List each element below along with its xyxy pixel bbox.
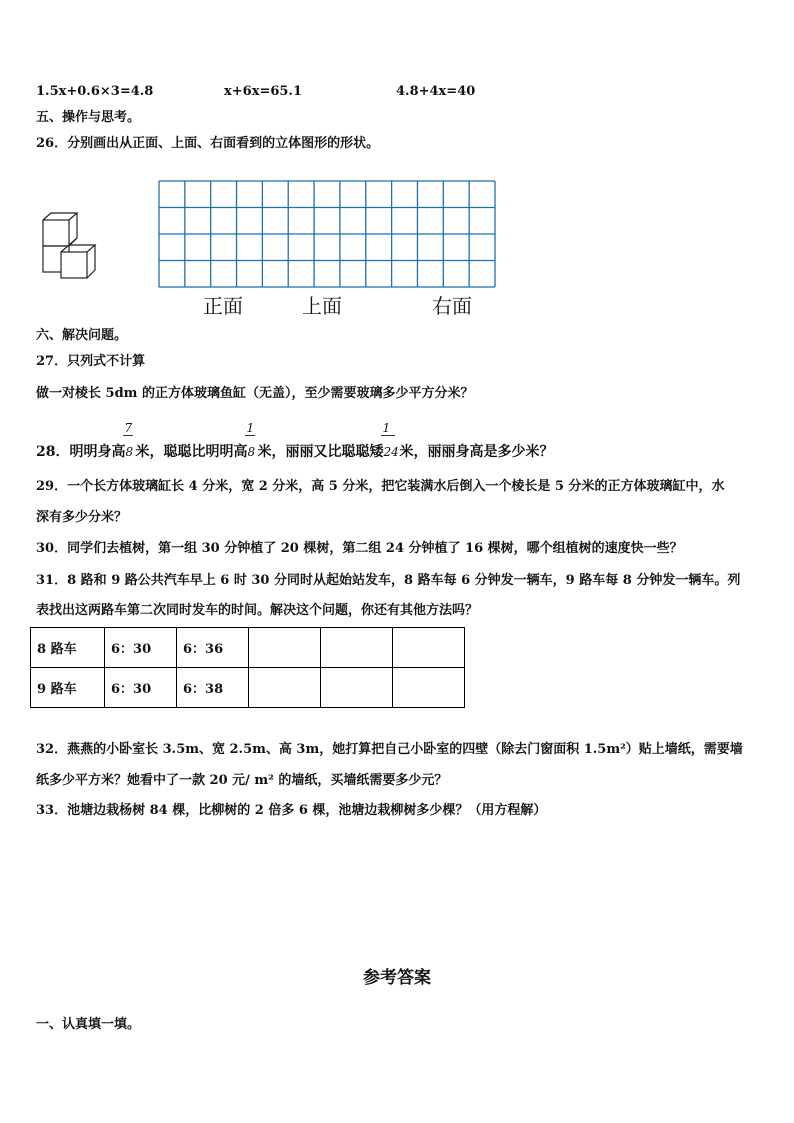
label-right-view: 右面	[432, 294, 472, 318]
question-32-line-1: 32．燕燕的小卧室长 3.5m、宽 2.5m、高 3m，她打算把自己小卧室的四壁（除去门窗面积 1.5m²）贴上墙纸，需要墙	[36, 742, 743, 757]
drawing-grid[interactable]	[158, 180, 496, 288]
q28-part-1: 28．明明身高	[36, 444, 126, 460]
question-29-line-1: 29．一个长方体玻璃缸长 4 分米，宽 2 分米，高 5 分米，把它装满水后倒入一个棱长是 5 分米的正方体玻璃缸中，水	[36, 479, 725, 494]
question-31-line-2: 表找出这两路车第二次同时发车的时间。解决这个问题，你还有其他方法吗？	[36, 603, 479, 618]
equation-1: 1.5x+0.6×3=4.8	[36, 84, 154, 99]
question-29-line-2: 深有多少分米？	[36, 510, 128, 525]
q28-part-2: 米，聪聪比明明高	[135, 444, 248, 460]
question-26: 26．分别画出从正面、上面、右面看到的立体图形的形状。	[36, 136, 380, 151]
question-32-line-2: 纸多少平方米？她看中了一款 20 元/ m² 的墙纸，买墙纸需要多少元？	[36, 773, 448, 788]
table-cell: 6：38	[177, 668, 249, 708]
answers-title: 参考答案	[363, 968, 431, 988]
answers-section-1: 一、认真填一填。	[36, 1017, 141, 1032]
table-cell-blank[interactable]	[249, 628, 321, 668]
table-cell-blank[interactable]	[321, 668, 393, 708]
table-cell: 8 路车	[31, 628, 105, 668]
table-cell: 6：30	[105, 628, 177, 668]
section-6-heading: 六、解决问题。	[36, 328, 128, 343]
fraction-7-8: $\frac{7}{8}$	[124, 421, 134, 459]
q28-part-4: 米，丽丽身高是多少米？	[399, 444, 554, 460]
question-27-title: 27．只列式不计算	[36, 354, 146, 369]
question-27-text: 做一对棱长 5dm 的正方体玻璃鱼缸（无盖），至少需要玻璃多少平方分米？	[36, 386, 474, 401]
bus-schedule-table	[30, 627, 465, 708]
table-cell-blank[interactable]	[249, 668, 321, 708]
label-front-view: 正面	[203, 294, 243, 318]
fraction-1-8: $\frac{1}{8}$	[246, 421, 256, 459]
table-cell-blank[interactable]	[321, 628, 393, 668]
question-28	[36, 421, 554, 460]
table-cell-blank[interactable]	[393, 628, 465, 668]
table-cell: 6：30	[105, 668, 177, 708]
label-top-view: 上面	[302, 294, 342, 318]
fraction-1-24: $\frac{1}{24}$	[382, 421, 399, 459]
question-31-line-1: 31．8 路和 9 路公共汽车早上 6 时 30 分同时从起始站发车，8 路车每 6 分钟发一辆车，9 路车每 8 分钟发一辆车。列	[36, 573, 741, 588]
table-cell-blank[interactable]	[393, 668, 465, 708]
question-33: 33．池塘边栽杨树 84 棵，比柳树的 2 倍多 6 棵，池塘边栽柳树多少棵？（用方程解）	[36, 803, 547, 818]
table-row	[31, 628, 465, 668]
table-row	[31, 668, 465, 708]
question-30: 30．同学们去植树，第一组 30 分钟植了 20 棵树，第二组 24 分钟植了 16 棵树，哪个组植树的速度快一些？	[36, 541, 683, 556]
equation-2: x+6x=65.1	[224, 84, 302, 99]
table-cell: 6：36	[177, 628, 249, 668]
q28-part-3: 米，丽丽又比聪聪矮	[257, 444, 384, 460]
equation-3: 4.8+4x=40	[396, 84, 476, 99]
cube-stack-figure	[38, 208, 112, 288]
section-5-heading: 五、操作与思考。	[36, 110, 141, 125]
table-cell: 9 路车	[31, 668, 105, 708]
